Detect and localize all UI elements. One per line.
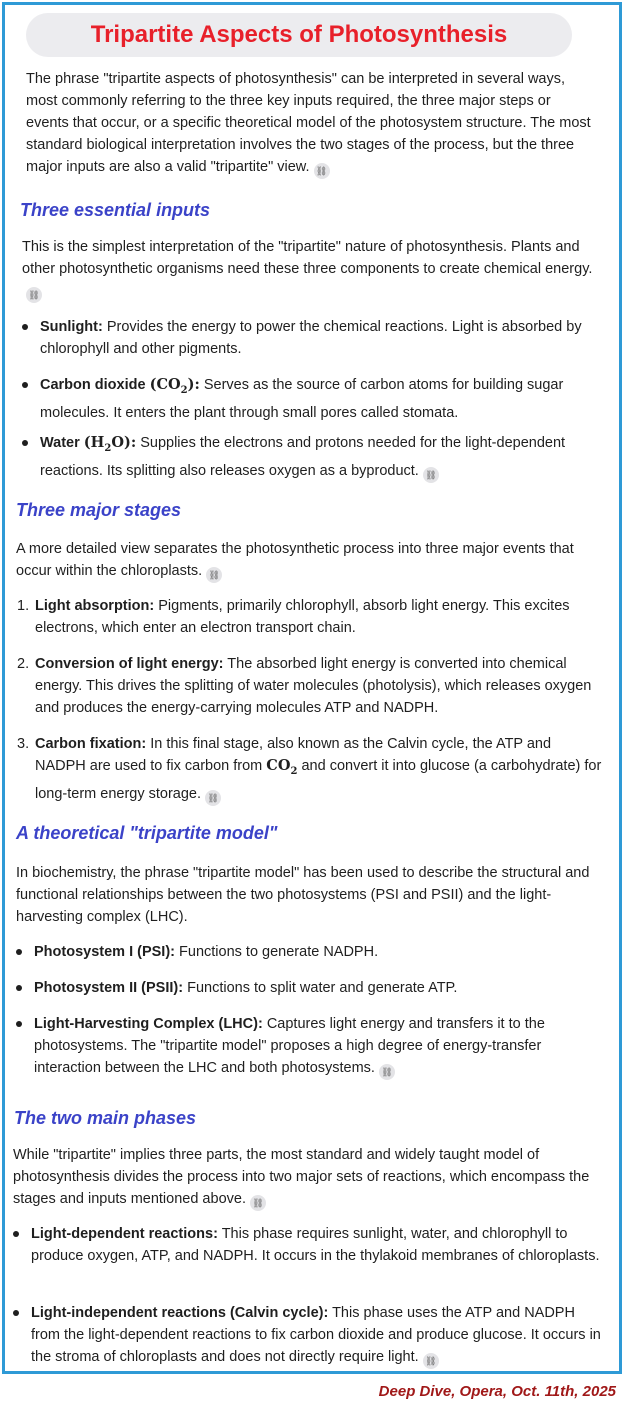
link-icon[interactable]: ⛓ bbox=[423, 1353, 439, 1369]
formula-base: CO bbox=[266, 757, 291, 774]
bullet bbox=[13, 1231, 19, 1237]
formula-subscript: 2 bbox=[290, 765, 298, 777]
formula-close: ): bbox=[187, 376, 200, 393]
item-label: Conversion of light energy: bbox=[35, 656, 224, 672]
chemical-formula bbox=[83, 434, 137, 454]
list-item bbox=[16, 941, 606, 963]
stages-intro bbox=[16, 538, 602, 583]
item-label: Sunlight: bbox=[40, 319, 103, 335]
model-intro: In biochemistry, the phrase "tripartite model" has been used to describe the structural and functional relationships between the two photosystems (PSI and PSII) and the light-harvesting complex (LHC). bbox=[16, 865, 590, 925]
formula-subscript: 2 bbox=[104, 442, 112, 454]
item-text: In this final stage, also known as the Calvin cycle, the ATP and NADPH are used to fix carbon from bbox=[35, 736, 552, 774]
bullet bbox=[13, 1310, 19, 1316]
item-text: Captures light energy and transfers it to the photosystems. The "tripartite model" proposes a high degree of energy-transfer interaction between the LHC and both photosystems. bbox=[34, 1016, 545, 1076]
section-heading-inputs: Three essential inputs bbox=[20, 200, 211, 220]
item-number: 1. bbox=[17, 598, 30, 614]
section-heading-model: A theoretical "tripartite model" bbox=[16, 823, 278, 843]
item-label: Light absorption: bbox=[35, 598, 155, 614]
link-icon[interactable]: ⛓ bbox=[314, 163, 330, 179]
item-number: 3. bbox=[17, 736, 30, 752]
link-icon[interactable]: ⛓ bbox=[250, 1195, 266, 1211]
numbered-item bbox=[17, 733, 605, 806]
numbered-item bbox=[17, 653, 605, 719]
item-label: Light-independent reactions (Calvin cycle): bbox=[31, 1305, 329, 1321]
item-text: This phase uses the ATP and NADPH from the light-dependent reactions to fix carbon dioxide and produce glucose. It occurs in the stroma of chloroplasts and does not directly require light. bbox=[31, 1305, 601, 1365]
phases-intro-text: While "tripartite" implies three parts, the most standard and widely taught model of photosynthesis divides the process into two major sets of reactions, which encompass the stages and inputs mentioned above. bbox=[13, 1147, 590, 1207]
bullet bbox=[16, 985, 22, 991]
item-text: Supplies the electrons and protons needed for the light-dependent reactions. Its splitting also releases oxygen as a byproduct. bbox=[40, 435, 566, 479]
section-heading-stages: Three major stages bbox=[16, 500, 182, 520]
item-number: 2. bbox=[17, 656, 30, 672]
bullet bbox=[22, 324, 28, 330]
link-icon[interactable]: ⛓ bbox=[205, 790, 221, 806]
item-text: Provides the energy to power the chemical reactions. Light is absorbed by chlorophyll and other pigments. bbox=[40, 319, 582, 357]
item-label: Photosystem I (PSI): bbox=[34, 944, 175, 960]
item-label: Carbon dioxide bbox=[40, 377, 146, 393]
formula-tail: O bbox=[111, 434, 124, 451]
item-label: Carbon fixation: bbox=[35, 736, 147, 752]
list-item bbox=[22, 316, 600, 360]
footer-credit: Deep Dive, Opera, Oct. 11th, 2025 bbox=[378, 1383, 616, 1400]
intro-text: The phrase "tripartite aspects of photosynthesis" can be interpreted in several ways, most commonly referring to the three key inputs required, the three major steps or events that occur, or a specific theoretical model of the photosystem structure. The most standard biological interpretation involves the two stages of the process, but the three major inputs are also a valid "tripartite" view. bbox=[26, 71, 591, 175]
list-item bbox=[22, 432, 600, 483]
intro-paragraph bbox=[26, 68, 592, 179]
formula-base: CO bbox=[156, 376, 181, 393]
formula-open: ( bbox=[83, 434, 91, 451]
section-heading-phases: The two main phases bbox=[14, 1108, 197, 1128]
chemical-formula bbox=[149, 376, 200, 396]
list-item bbox=[13, 1223, 605, 1267]
formula-subscript: 2 bbox=[180, 384, 188, 396]
link-icon[interactable]: ⛓ bbox=[206, 567, 222, 583]
item-text: Functions to generate NADPH. bbox=[179, 944, 379, 960]
formula-open: ( bbox=[149, 376, 157, 393]
list-item bbox=[13, 1302, 605, 1369]
chemical-formula bbox=[266, 757, 298, 777]
item-label: Water bbox=[40, 435, 80, 451]
item-text: The absorbed light energy is converted into chemical energy. This drives the splitting of water molecules (photolysis), which releases oxygen and produces the energy-carrying molecules ATP and NADPH. bbox=[35, 656, 592, 716]
item-label: Photosystem II (PSII): bbox=[34, 980, 184, 996]
list-item bbox=[22, 374, 600, 424]
inputs-intro-text: This is the simplest interpretation of the "tripartite" nature of photosynthesis. Plants and other photosynthetic organisms need these three components to create chemical energy. bbox=[22, 239, 593, 277]
page-title: Tripartite Aspects of Photosynthesis bbox=[26, 13, 572, 57]
bullet bbox=[22, 440, 28, 446]
formula-close: ): bbox=[123, 434, 137, 451]
link-icon[interactable]: ⛓ bbox=[379, 1064, 395, 1080]
bullet bbox=[16, 949, 22, 955]
list-item bbox=[16, 1013, 606, 1080]
link-icon[interactable]: ⛓ bbox=[26, 287, 42, 303]
formula-base: H bbox=[90, 434, 105, 451]
item-text: Functions to split water and generate ATP. bbox=[187, 980, 458, 996]
bullet bbox=[22, 382, 28, 388]
inputs-intro bbox=[22, 236, 602, 303]
stages-intro-text: A more detailed view separates the photosynthetic process into three major events that occur within the chloroplasts. bbox=[16, 541, 574, 579]
link-icon[interactable]: ⛓ bbox=[423, 467, 439, 483]
item-text: and convert it into glucose (a carbohydrate) for long-term energy storage. bbox=[35, 758, 602, 802]
numbered-item bbox=[17, 595, 605, 639]
item-label: Light-Harvesting Complex (LHC): bbox=[34, 1016, 263, 1032]
bullet bbox=[16, 1021, 22, 1027]
phases-intro bbox=[13, 1144, 605, 1211]
item-text: Pigments, primarily chlorophyll, absorb light energy. This excites electrons, which enter an electron transport chain. bbox=[35, 598, 570, 636]
list-item bbox=[16, 977, 606, 999]
item-label: Light-dependent reactions: bbox=[31, 1226, 218, 1242]
item-text: Serves as the source of carbon atoms for building sugar molecules. It enters the plant through small pores called stomata. bbox=[40, 377, 564, 421]
item-text: This phase requires sunlight, water, and chlorophyll to produce oxygen, ATP, and NADPH. It occurs in the thylakoid membranes of chloroplasts. bbox=[31, 1226, 600, 1264]
